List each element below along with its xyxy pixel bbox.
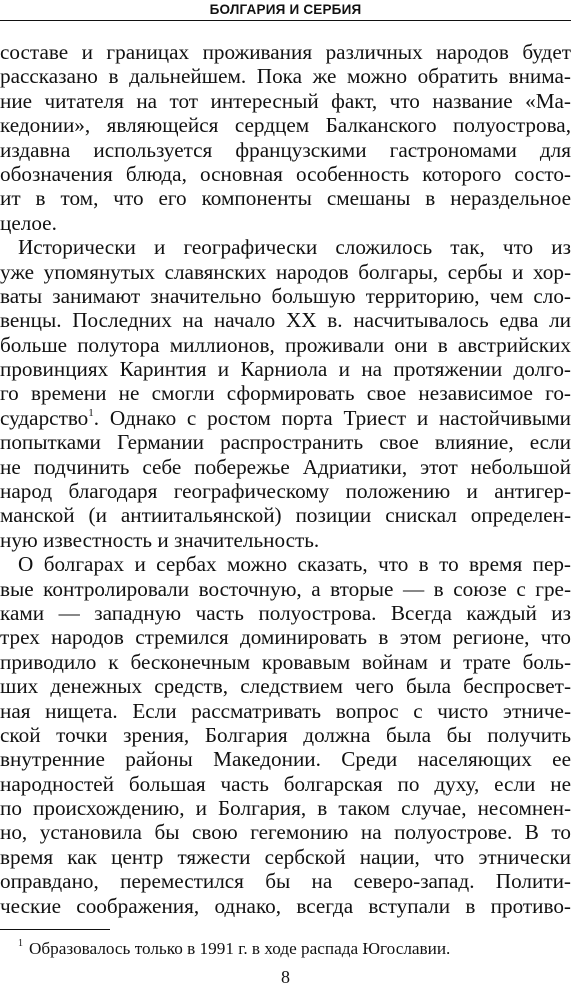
text-line: но, установила бы свою гегемонию на полуострове. В то	[0, 820, 571, 845]
paragraph-start-line: О болгарах и сербах можно сказать, что в то время пер-	[18, 552, 571, 577]
line-text-end: . Однако с ростом порта Триест и настойчивыми	[93, 405, 571, 430]
line-text-start: сударство	[0, 405, 89, 430]
text-line: оправдано, переместился бы на северо-запад. Полити-	[0, 869, 571, 894]
text-line: ит в том, что его компоненты смешаны в нераздельное	[0, 186, 571, 211]
footnote-marker: 1	[18, 938, 23, 950]
text-line: время как центр тяжести сербской нации, что этнически	[0, 844, 571, 869]
text-line: составе и границах проживания различных народов будет	[0, 40, 571, 64]
text-line: вые контролировали восточную, а вторые — в союзе с гре-	[0, 576, 571, 601]
footnote-text: Образовалось только в 1991 г. в ходе распада Югославии.	[29, 939, 451, 958]
text-line: трех народов стремился доминировать в этом регионе, что	[0, 625, 571, 650]
text-line: ние читателя на тот интересный факт, что название «Ма-	[0, 88, 571, 113]
text-line: венцы. Последних на начало XX в. насчитывалось едва ли	[0, 308, 571, 333]
text-line: ской точки зрения, Болгария должна была бы получить	[0, 722, 571, 747]
text-line: народ благодаря географическому положению и антигер-	[0, 479, 571, 503]
text-line: не подчинить себе побережье Адриатики, этот небольшой	[0, 454, 571, 479]
text-line: кедонии», являющейся сердцем Балканского полуострова,	[0, 113, 571, 138]
text-line: попытками Германии распространить свое влияние, если	[0, 430, 571, 455]
footnote	[18, 938, 558, 960]
text-line: обозначения блюда, основная особенность которого состо-	[0, 161, 571, 186]
text-line: провинциях Каринтия и Карниола и на протяжении долго-	[0, 357, 571, 382]
text-line-with-footnote	[0, 406, 571, 430]
text-line: больше полутора миллионов, проживали они в австрийских	[0, 332, 571, 357]
text-line: целое.	[0, 210, 57, 235]
text-line: рассказано в дальнейшем. Пока же можно обратить внима-	[0, 64, 571, 89]
text-line: ками — западную часть полуострова. Всегда каждый из	[0, 600, 571, 625]
running-header: БОЛГАРИЯ И СЕРБИЯ	[209, 2, 362, 17]
text-line: го времени не смогли сформировать свое независимое го-	[0, 381, 571, 406]
text-line: по происхождению, и Болгария, в таком случае, несомнен-	[0, 796, 571, 821]
footnote-reference[interactable]: 1	[88, 406, 94, 419]
text-line: ную известность и значительность.	[0, 527, 320, 552]
text-line: ческие соображения, однако, всегда вступали в противо-	[0, 893, 571, 918]
text-line: уже упомянутых славянских народов болгары, сербы и хор-	[0, 259, 571, 284]
text-line: ная нищета. Если рассматривать вопрос с чисто этниче-	[0, 698, 571, 723]
text-line: манской (и антиитальянской) позиции снискал определен-	[0, 503, 571, 528]
header-rule	[0, 20, 571, 21]
page-number: 8	[281, 967, 290, 987]
text-line: ваты занимают значительно большую территорию, чем сло-	[0, 283, 571, 308]
text-line: внутренние районы Македонии. Среди населяющих ее	[0, 747, 571, 772]
text-line: народностей большая часть болгарская по духу, если не	[0, 771, 571, 796]
text-line: ших денежных средств, следствием чего была беспросвет-	[0, 674, 571, 699]
footnote-rule	[0, 929, 110, 930]
text-line: издавна используется французскими гастрономами для	[0, 137, 571, 162]
text-line: приводило к бесконечным кровавым войнам и трате боль-	[0, 649, 571, 674]
paragraph-start-line: Исторически и географически сложилось так, что из	[18, 235, 571, 260]
